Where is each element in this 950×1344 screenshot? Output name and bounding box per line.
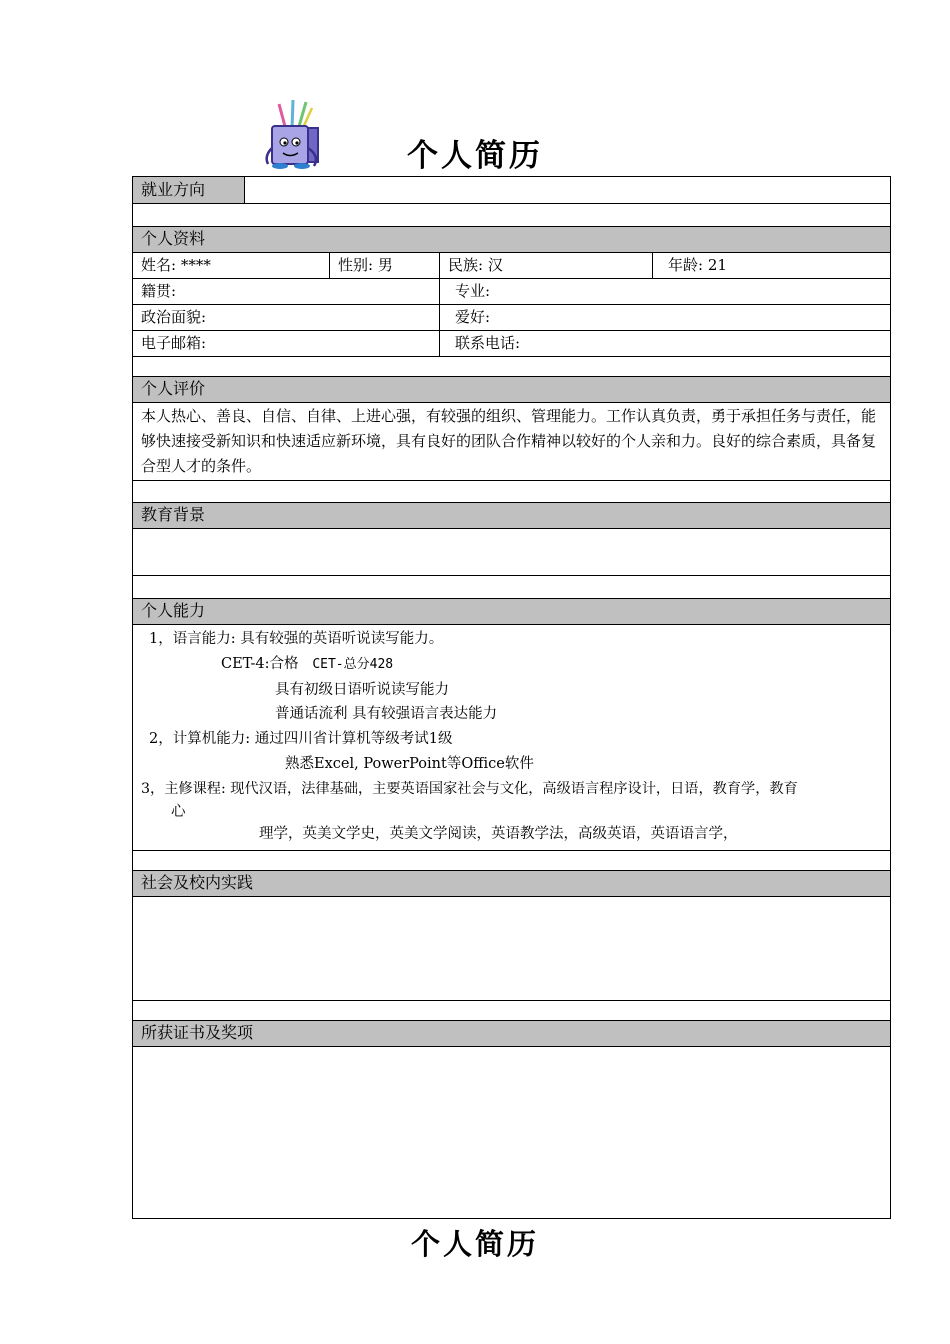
name-field: 姓名: **** xyxy=(133,253,330,278)
cet-score: CET-总分428 xyxy=(312,656,394,672)
ability-computer: 2，计算机能力: 通过四川省计算机等级考试1级 xyxy=(149,731,453,748)
education-content xyxy=(132,529,891,576)
section-header-education: 教育背景 xyxy=(132,503,891,529)
email-field: 电子邮箱: xyxy=(133,331,440,356)
resume-form xyxy=(132,176,891,1219)
section-header-abilities: 个人能力 xyxy=(132,599,891,625)
spacer-row xyxy=(132,481,891,503)
major-field: 专业: xyxy=(455,282,491,300)
ability-office: 熟悉Excel, PowerPoint等Office软件 xyxy=(285,755,534,772)
spacer-row xyxy=(132,357,891,377)
hometown-field: 籍贯: xyxy=(133,279,440,304)
info-row-2 xyxy=(132,279,891,305)
job-direction-label: 就业方向 xyxy=(133,177,245,203)
cet4-result: CET-4:合格 xyxy=(221,655,299,672)
spacer-row xyxy=(132,851,891,871)
practice-content xyxy=(132,897,891,1001)
info-row-3 xyxy=(132,305,891,331)
political-field: 政治面貌: xyxy=(133,305,440,330)
phone-field: 联系电话: xyxy=(455,334,521,352)
age-field: 年龄: 21 xyxy=(668,256,727,274)
section-header-self-evaluation: 个人评价 xyxy=(132,377,891,403)
hobby-field: 爱好: xyxy=(455,308,491,326)
self-evaluation-text: 本人热心、善良、自信、自律、上进心强，有较强的组织、管理能力。工作认真负责，勇于承担任务与责任，能够快速接受新知识和快速适应新环境，具有良好的团队合作精神以较好的个人亲和力。良好的综合素质，具备复合型人才的条件。 xyxy=(132,403,891,481)
job-direction-row xyxy=(132,176,891,204)
spacer-row xyxy=(132,204,891,227)
section-header-personal-info: 个人资料 xyxy=(132,227,891,253)
section-header-practice: 社会及校内实践 xyxy=(132,871,891,897)
ability-cet4 xyxy=(139,652,884,678)
ability-courses-cont: 理学，英美文学史，英美文学阅读，英语教学法，高级英语，英语语言学， xyxy=(259,825,738,842)
info-row-4 xyxy=(132,331,891,357)
job-direction-value[interactable] xyxy=(245,177,890,203)
abilities-content xyxy=(132,625,891,851)
ability-japanese: 具有初级日语听说读写能力 xyxy=(275,681,449,698)
ability-language: 1，语言能力: 具有较强的英语听说读写能力。 xyxy=(149,631,444,647)
page-title: 个人简历 xyxy=(407,138,543,174)
ability-courses-wrap: 心 xyxy=(171,803,186,820)
spacer-row xyxy=(132,1001,891,1021)
footer-title: 个人简历 xyxy=(410,1227,539,1261)
info-row-1 xyxy=(132,253,891,279)
ability-courses: 3，主修课程: 现代汉语，法律基础，主要英语国家社会与文化，高级语言程序设计，日语，教育学，教育 xyxy=(141,780,798,797)
gender-field: 性别: 男 xyxy=(330,253,440,278)
ethnicity-field: 民族: 汉 xyxy=(440,253,653,278)
ability-mandarin: 普通话流利 具有较强语言表达能力 xyxy=(275,706,498,723)
spacer-row xyxy=(132,576,891,599)
awards-content xyxy=(132,1047,891,1219)
section-header-awards: 所获证书及奖项 xyxy=(132,1021,891,1047)
